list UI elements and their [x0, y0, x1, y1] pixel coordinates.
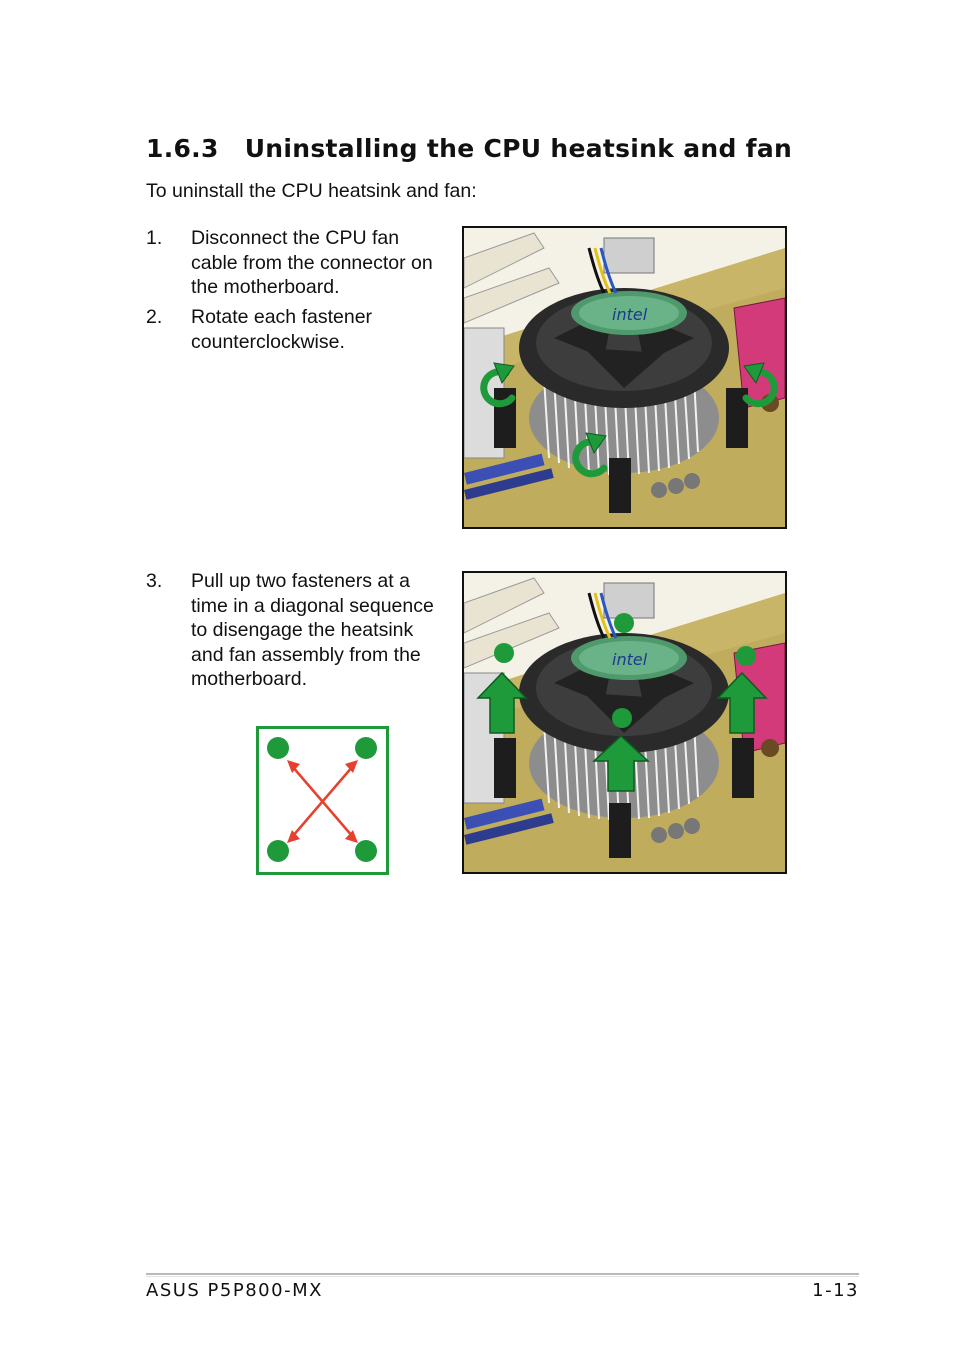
step-number: 3.: [146, 570, 163, 592]
pull-up-fasteners-figure: [462, 571, 787, 874]
step-number: 2.: [146, 306, 163, 328]
footer-product-name: ASUS P5P800-MX: [146, 1280, 323, 1301]
section-number: 1.6.3: [146, 134, 219, 163]
intel-logo: intel: [612, 650, 648, 669]
heatsink-photo-illustration: [464, 228, 785, 527]
step-number: 1.: [146, 227, 163, 249]
footer-divider-shadow: [146, 1276, 859, 1277]
diagonal-cross-arrows-icon: [256, 726, 389, 875]
footer-divider: [146, 1273, 859, 1275]
heatsink-photo-illustration: [464, 573, 785, 872]
section-heading: [146, 134, 792, 163]
section-title: Uninstalling the CPU heatsink and fan: [244, 134, 793, 163]
step-text: Rotate each fastener counterclockwise.: [191, 306, 373, 353]
rotate-fasteners-figure: [462, 226, 787, 529]
diagonal-sequence-diagram: [256, 726, 389, 880]
intel-logo: intel: [612, 305, 648, 324]
intro-text: To uninstall the CPU heatsink and fan:: [146, 180, 477, 202]
step-text: Disconnect the CPU fan cable from the connector on the motherboard.: [191, 227, 433, 298]
step-text: Pull up two fasteners at a time in a diagonal sequence to disengage the heatsink and fan assembly from the motherboard.: [191, 570, 434, 690]
footer-page-number: 1-13: [812, 1280, 859, 1301]
